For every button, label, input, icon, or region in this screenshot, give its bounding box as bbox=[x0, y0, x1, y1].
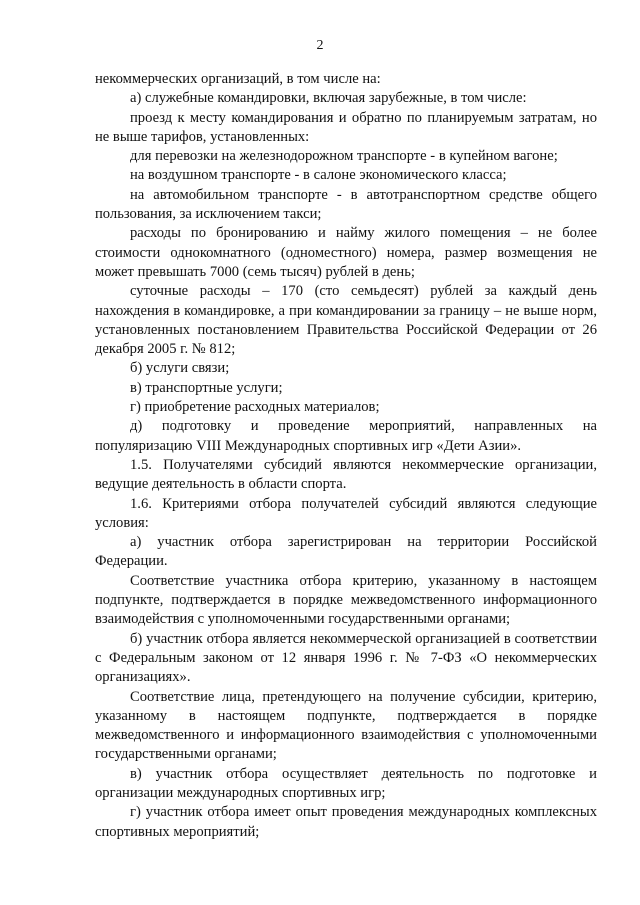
paragraph: Соответствие лица, претендующего на получение субсидии, критерию, указанному в настоящем подпункте, подтверждается в порядке межведомственного и информационного взаимодействия с уполномоченными государственными органами; bbox=[95, 688, 597, 763]
document-body bbox=[95, 70, 597, 842]
paragraph: в) транспортные услуги; bbox=[130, 379, 283, 396]
paragraph: г) участник отбора имеет опыт проведения международных комплексных спортивных мероприятий; bbox=[95, 804, 597, 840]
paragraph: в) участник отбора осуществляет деятельность по подготовке и организации международных спортивных игр; bbox=[95, 765, 597, 801]
paragraph: 1.6. Критериями отбора получателей субсидий являются следующие условия: bbox=[95, 495, 597, 531]
paragraph: г) приобретение расходных материалов; bbox=[130, 399, 380, 416]
paragraph: некоммерческих организаций, в том числе на: bbox=[95, 71, 381, 87]
paragraph: а) участник отбора зарегистрирован на территории Российской Федерации. bbox=[95, 534, 597, 570]
paragraph: д) подготовку и проведение мероприятий, направленных на популяризацию VIII Международных спортивных игр «Дети Азии». bbox=[95, 418, 597, 454]
paragraph: а) служебные командировки, включая зарубежные, в том числе: bbox=[130, 90, 527, 107]
paragraph: расходы по бронированию и найму жилого помещения – не более стоимости однокомнатного (одноместного) номера, размер возмещения не может превышать 7000 (семь тысяч) рублей в день; bbox=[95, 225, 597, 280]
paragraph: на автомобильном транспорте - в автотранспортном средстве общего пользования, за исключением такси; bbox=[95, 186, 597, 223]
paragraph: 1.5. Получателями субсидий являются некоммерческие организации, ведущие деятельность в области спорта. bbox=[95, 456, 597, 493]
paragraph: Соответствие участника отбора критерию, указанному в настоящем подпункте, подтверждается в порядке межведомственного информационного взаимодействия с уполномоченными государственными органами; bbox=[95, 572, 597, 628]
page-number: 2 bbox=[316, 38, 324, 53]
paragraph: б) услуги связи; bbox=[130, 360, 230, 377]
paragraph: б) участник отбора является некоммерческой организацией в соответствии с Федеральным законом от 12 января 1996 г. № 7-ФЗ «О некоммерческих организациях». bbox=[95, 630, 597, 686]
paragraph: суточные расходы – 170 (сто семьдесят) рублей за каждый день нахождения в командировке, а при командировании за границу – не выше норм, установленных постановлением Правительства Российской Федерации от 26 декабря 2005 г. № 812; bbox=[95, 283, 597, 358]
paragraph: проезд к месту командирования и обратно по планируемым затратам, но не выше тарифов, установленных: bbox=[95, 109, 597, 145]
paragraph: на воздушном транспорте - в салоне экономического класса; bbox=[130, 167, 507, 184]
paragraph: для перевозки на железнодорожном транспорте - в купейном вагоне; bbox=[130, 148, 558, 165]
